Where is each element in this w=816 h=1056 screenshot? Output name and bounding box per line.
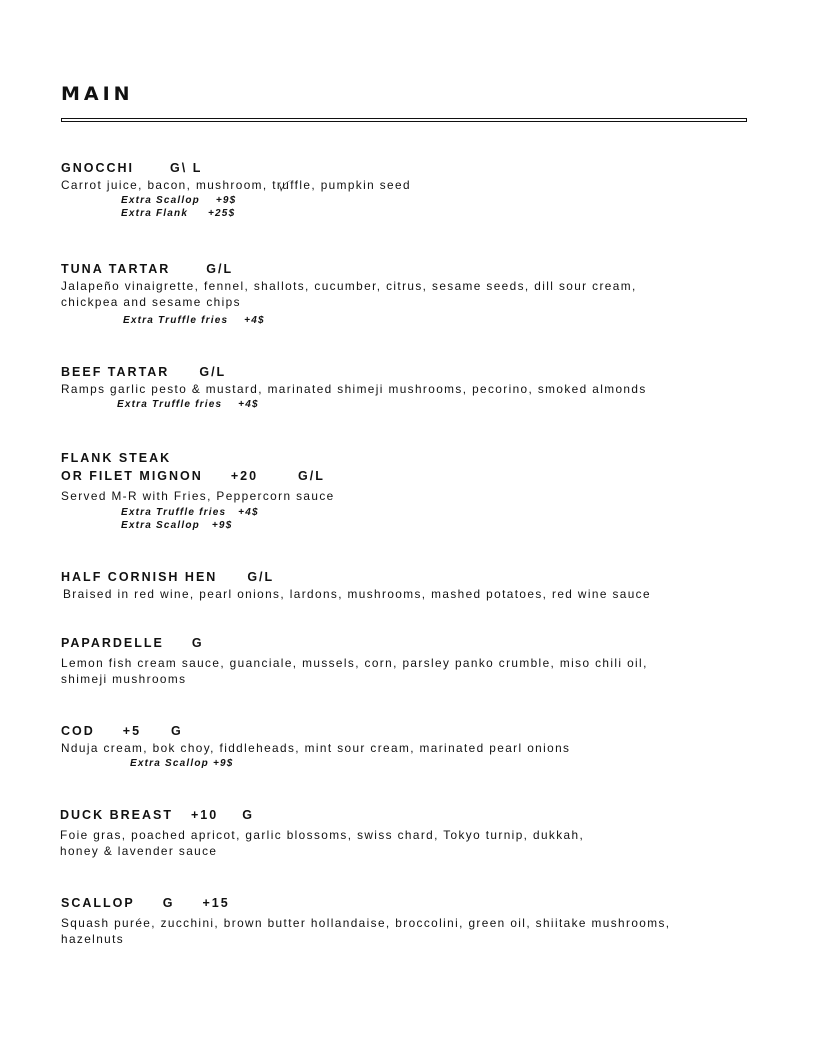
menu-item-tuna-tartar: [61, 260, 761, 328]
dietary-tag: G\ L: [170, 161, 203, 175]
item-extra: Extra Truffle fries +4$: [121, 507, 259, 518]
item-description: Served M-R with Fries, Peppercorn sauce: [61, 489, 335, 503]
item-description: Foie gras, poached apricot, garlic blossoms, swiss chard, Tokyo turnip, dukkah, honey & lavender sauce: [60, 828, 585, 858]
menu-item-gnocchi: [61, 159, 761, 220]
item-name-row: [61, 260, 761, 278]
item-description: Squash purée, zucchini, brown butter hollandaise, broccolini, green oil, shiitake mushrooms, hazelnuts: [61, 916, 671, 946]
item-extra: Extra Flank +25$: [121, 207, 236, 219]
menu-item-flank-steak: [61, 449, 761, 532]
item-extra: Extra Scallop +9$: [130, 758, 234, 769]
page-title: MAIN: [61, 83, 134, 105]
item-extra: Extra Truffle fries +4$: [123, 315, 265, 326]
menu-item-papardelle: [61, 634, 761, 687]
dietary-tag: G/L: [298, 469, 325, 483]
item-extra: Extra Scallop +9$: [121, 519, 233, 531]
item-name: TUNA TARTAR: [61, 262, 171, 276]
dietary-tag: G/L: [206, 262, 234, 276]
item-name-row: [61, 467, 761, 485]
item-description: Lemon fish cream sauce, guanciale, mussels, corn, parsley panko crumble, miso chili oil, shimeji mushrooms: [61, 656, 648, 686]
item-description: Jalapeño vinaigrette, fennel, shallots, cucumber, citrus, sesame seeds, dill sour cream, chickpea and sesame chips: [61, 279, 637, 309]
item-description: Ramps garlic pesto & mustard, marinated shimeji mushrooms, pecorino, smoked almonds: [61, 382, 647, 396]
item-name-row: [61, 159, 761, 177]
item-name-row: [61, 894, 761, 912]
dietary-tag: G: [162, 896, 175, 910]
menu-item-cod: [61, 722, 761, 771]
leaf-icon: [240, 161, 260, 175]
dietary-tag: G: [191, 636, 204, 650]
item-extra: Extra Scallop +9$: [121, 195, 237, 206]
item-name: HALF CORNISH HEN: [61, 570, 218, 584]
item-name: GNOCCHI: [61, 161, 135, 175]
item-name-row: [61, 634, 761, 652]
item-price-supplement: +5: [122, 724, 142, 738]
dietary-tag: G/L: [199, 365, 227, 379]
item-name: OR FILET MIGNON: [61, 469, 203, 483]
item-price-supplement: +10: [190, 808, 219, 822]
item-description: Nduja cream, bok choy, fiddleheads, mint sour cream, marinated pearl onions: [61, 741, 571, 755]
dietary-tag: G/L: [247, 570, 275, 584]
item-name: SCALLOP: [61, 896, 135, 910]
item-name-line1: FLANK STEAK: [61, 451, 172, 465]
dietary-tag: G: [171, 724, 183, 738]
item-price-supplement: +20: [230, 469, 259, 483]
menu-item-duck-breast: [60, 806, 760, 859]
item-name-row: [61, 722, 761, 740]
item-name: BEEF TARTAR: [61, 365, 170, 379]
item-name: COD: [61, 724, 95, 738]
item-name: DUCK BREAST: [60, 808, 173, 822]
item-name: PAPARDELLE: [61, 636, 164, 650]
menu-item-beef-tartar: [61, 363, 761, 412]
dietary-tag: G: [242, 808, 254, 822]
item-extra: Extra Truffle fries +4$: [117, 399, 259, 410]
item-name-row: [60, 806, 760, 824]
title-divider: [61, 118, 747, 122]
menu-item-half-cornish-hen: [61, 568, 761, 602]
item-description: Braised in red wine, pearl onions, lardons, mushrooms, mashed potatoes, red wine sauce: [63, 587, 651, 601]
item-price-supplement: +15: [202, 896, 230, 910]
menu-item-scallop: [61, 894, 761, 947]
item-name-row: [61, 363, 761, 381]
item-description: Carrot juice, bacon, mushroom, truffle, pumpkin seed: [61, 178, 411, 192]
item-name-row: [61, 568, 761, 586]
